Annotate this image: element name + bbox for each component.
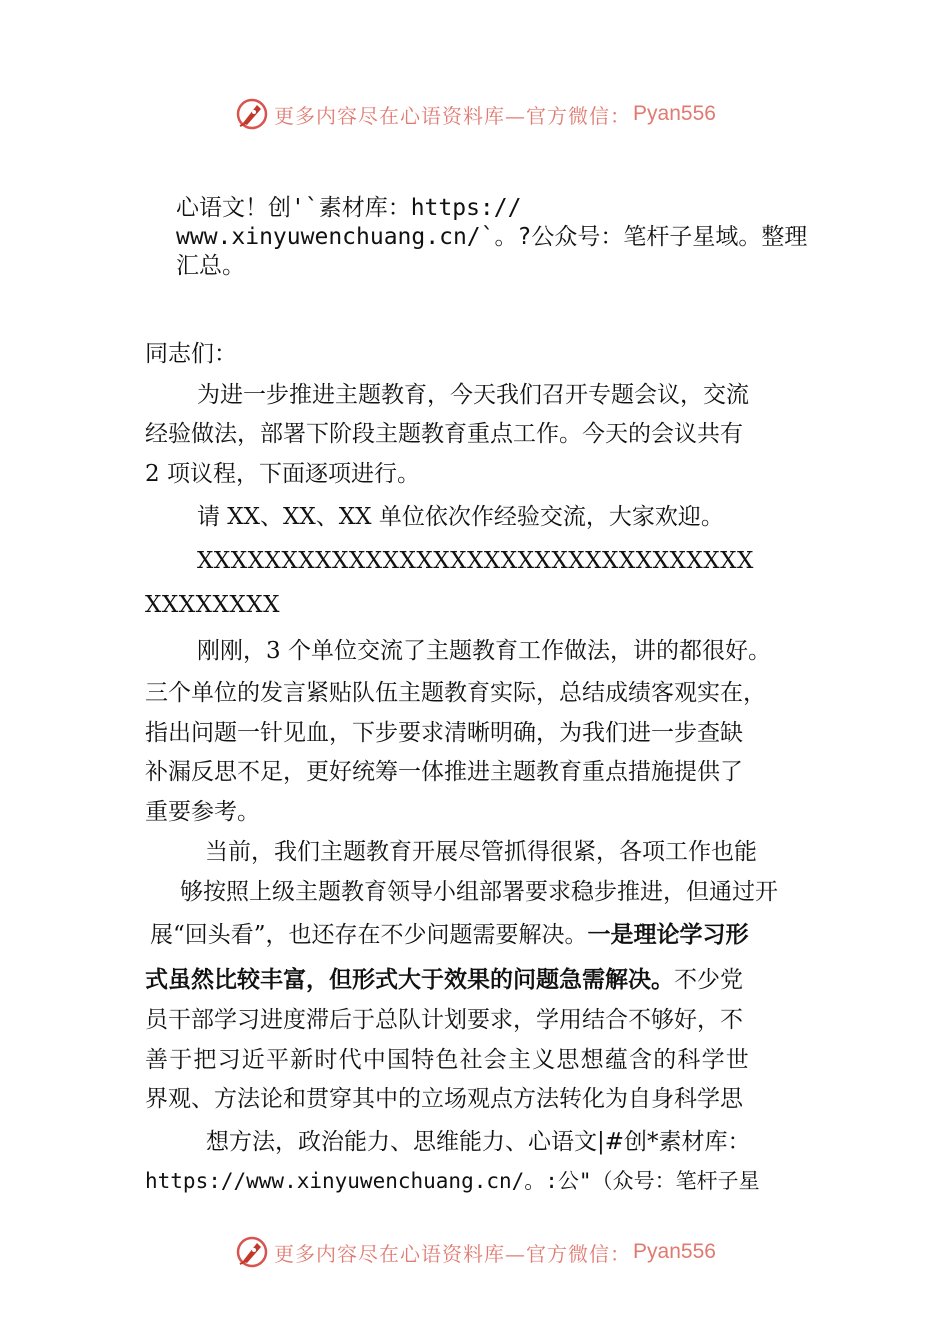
- paragraph-3-line-2: XXXXXXXX: [145, 592, 280, 618]
- paragraph-2: 请 XX、XX、XX 单位依次作经验交流，大家欢迎。: [197, 504, 724, 530]
- banner-handle: Pyan556: [633, 1240, 716, 1263]
- header-note-line-1: 心语文！创'`素材库：https://: [176, 195, 522, 221]
- header-note-line-3: 汇总。: [176, 253, 245, 279]
- paragraph-1-line-3: 2 项议程，下面逐项进行。: [145, 461, 420, 487]
- top-watermark-banner: [0, 94, 950, 134]
- banner-text: 更多内容尽在心语资料库—官方微信：: [274, 1241, 632, 1266]
- paragraph-5-line-4-bold: 式虽然比较丰富，但形式大于效果的问题急需解决。: [145, 967, 674, 993]
- banner-handle: Pyan556: [633, 102, 716, 125]
- paragraph-5-line-5: 员干部学习进度滞后于总队计划要求，学用结合不够好，不: [145, 1007, 743, 1033]
- paragraph-4-line-5: 重要参考。: [145, 799, 260, 825]
- paragraph-5-line-4: [145, 965, 743, 995]
- paragraph-5-line-4-normal: 不少党: [674, 967, 743, 993]
- banner-text: 更多内容尽在心语资料库—官方微信：: [274, 103, 632, 128]
- pen-nib-logo-icon: [234, 96, 270, 132]
- paragraph-5-line-7: 界观、方法论和贯穿其中的立场观点方法转化为自身科学思: [145, 1086, 743, 1112]
- salutation: 同志们：: [145, 341, 237, 367]
- paragraph-6-line-1: 想方法，政治能力、思维能力、心语文|#创*素材库：: [206, 1129, 751, 1155]
- paragraph-5-line-3-normal: 展“回头看”，也还存在不少问题需要解决。: [150, 922, 588, 948]
- paragraph-5-line-3-bold: 一是理论学习形: [587, 922, 749, 948]
- paragraph-5-line-1: 当前，我们主题教育开展尽管抓得很紧，各项工作也能: [205, 839, 757, 865]
- paragraph-1-line-1: 为进一步推进主题教育，今天我们召开专题会议，交流: [197, 382, 749, 408]
- pen-nib-logo-icon: [234, 1234, 270, 1270]
- paragraph-3-line-1: XXXXXXXXXXXXXXXXXXXXXXXXXXXXXXXXX: [197, 548, 754, 574]
- header-note-line-2: www.xinyuwenchuang.cn/`。?公众号：笔杆子星域。整理: [176, 224, 808, 250]
- paragraph-6-line-2: https://www.xinyuwenchuang.cn/。:公"（众号：笔杆子星: [145, 1169, 760, 1193]
- bottom-watermark-banner: [0, 1232, 950, 1272]
- paragraph-5-line-3: [150, 920, 749, 950]
- paragraph-4-line-3: 指出问题一针见血，下步要求清晰明确，为我们进一步查缺: [145, 720, 743, 746]
- paragraph-5-line-6: 善于把习近平新时代中国特色社会主义思想蕴含的科学世: [145, 1047, 750, 1073]
- paragraph-4-line-2: 三个单位的发言紧贴队伍主题教育实际，总结成绩客观实在，: [145, 680, 766, 706]
- paragraph-4-line-1: 刚刚，3 个单位交流了主题教育工作做法，讲的都很好。: [197, 638, 771, 664]
- paragraph-4-line-4: 补漏反思不足，更好统筹一体推进主题教育重点措施提供了: [145, 759, 743, 785]
- paragraph-5-line-2: 够按照上级主题教育领导小组部署要求稳步推进，但通过开: [180, 879, 778, 905]
- paragraph-1-line-2: 经验做法，部署下阶段主题教育重点工作。今天的会议共有: [145, 421, 743, 447]
